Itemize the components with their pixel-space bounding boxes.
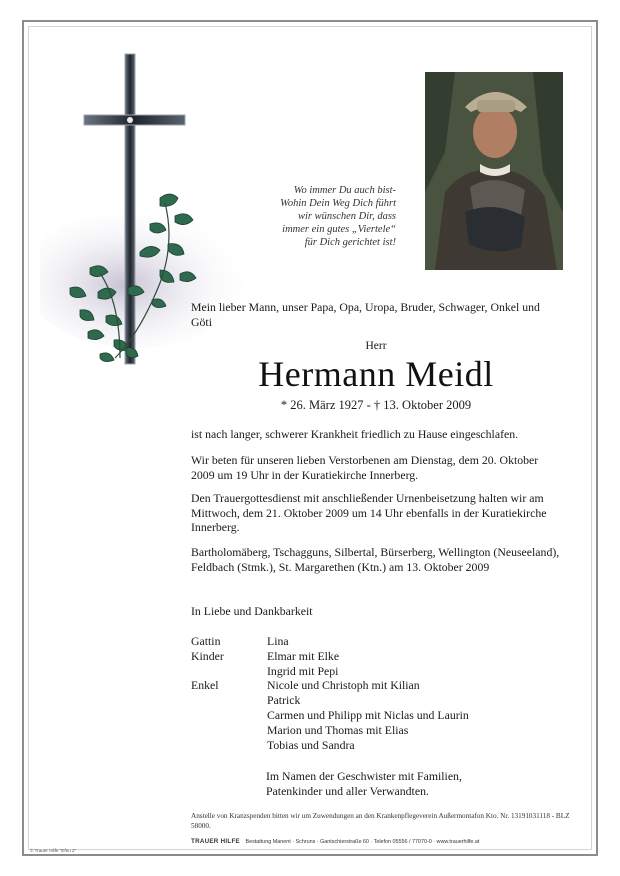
poem-line: Wo immer Du auch bist-	[293, 185, 396, 196]
death-announcement: ist nach langer, schwerer Krankheit friedlich zu Hause eingeschlafen.	[191, 427, 519, 441]
portrait-photo	[425, 72, 563, 270]
family-member: Ingrid mit Pepi	[267, 663, 339, 678]
family-names	[267, 634, 289, 649]
intro-text: Mein lieber Mann, unser Papa, Opa, Uropa, Bruder, Schwager, Onkel und Göti	[191, 300, 540, 329]
footer	[191, 838, 581, 845]
family-member: Tobias und Sandra	[267, 737, 355, 752]
family-row	[191, 634, 561, 649]
footer-text: Bestattung Manent · Schruns · Gantschierstraße 60 · Telefon 05556 / 77070-0 · www.trauerhilfe.at	[245, 839, 480, 845]
family-list	[191, 634, 561, 752]
family-member: Patrick	[267, 693, 301, 708]
portrait-drawing	[425, 72, 563, 270]
family-member: Nicole und Christoph mit Kilian	[267, 678, 420, 693]
poem-verse	[244, 184, 396, 249]
footer-brand: TRAUER HILFE	[191, 838, 240, 845]
copyright: © Trauer Hilfe "Efeu 2"	[30, 848, 77, 853]
family-member: Marion und Thomas mit Elias	[267, 722, 409, 737]
closing-line: Im Namen der Geschwister mit Familien,	[266, 769, 462, 783]
family-member: Lina	[267, 634, 289, 648]
family-relation: Gattin	[191, 634, 221, 648]
donation-note: Anstelle von Kranzspenden bitten wir um Zuwendungen an den Krankenpflegeverein Außermontafon Kto. Nr. 13191031118 - BLZ 58000.	[191, 812, 570, 830]
love-gratitude: In Liebe und Dankbarkeit	[191, 604, 313, 618]
closing-line: Patenkinder und aller Verwandten.	[266, 784, 429, 798]
family-row	[191, 678, 561, 752]
deceased-name: Hermann Meidl	[258, 354, 494, 394]
prayer-announcement: Wir beten für unseren lieben Verstorbenen am Dienstag, dem 20. Oktober 2009 um 19 Uhr in der Kuratiekirche Innerberg.	[191, 453, 539, 482]
service-announcement: Den Trauergottesdienst mit anschließender Urnenbeisetzung halten wir am Mittwoch, dem 21. Oktober 2009 um 14 Uhr ebenfalls in der Kuratiekirche Innerberg.	[191, 491, 547, 534]
poem-line: Wohin Dein Weg Dich führt	[280, 198, 396, 209]
poem-line: für Dich gerichtet ist!	[304, 237, 396, 248]
family-names	[267, 678, 469, 752]
family-member: Carmen und Philipp mit Niclas und Laurin	[267, 707, 469, 722]
poem-line: immer ein gutes „Viertele“	[282, 224, 396, 235]
family-row	[191, 649, 561, 679]
honorific: Herr	[365, 340, 387, 352]
closing-text	[266, 769, 566, 799]
family-member: Elmar mit Elke	[267, 648, 340, 663]
poem-line: wir wünschen Dir, dass	[297, 211, 396, 222]
family-relation: Kinder	[191, 648, 224, 663]
family-names	[267, 649, 339, 679]
life-dates: * 26. März 1927 - † 13. Oktober 2009	[280, 398, 472, 412]
family-relation: Enkel	[191, 678, 219, 693]
places-and-date: Bartholomäberg, Tschagguns, Silbertal, Bürserberg, Wellington (Neuseeland), Feldbach (Stmk.), St. Margarethen (Ktn.) am 13. Oktober 2009	[191, 545, 560, 574]
